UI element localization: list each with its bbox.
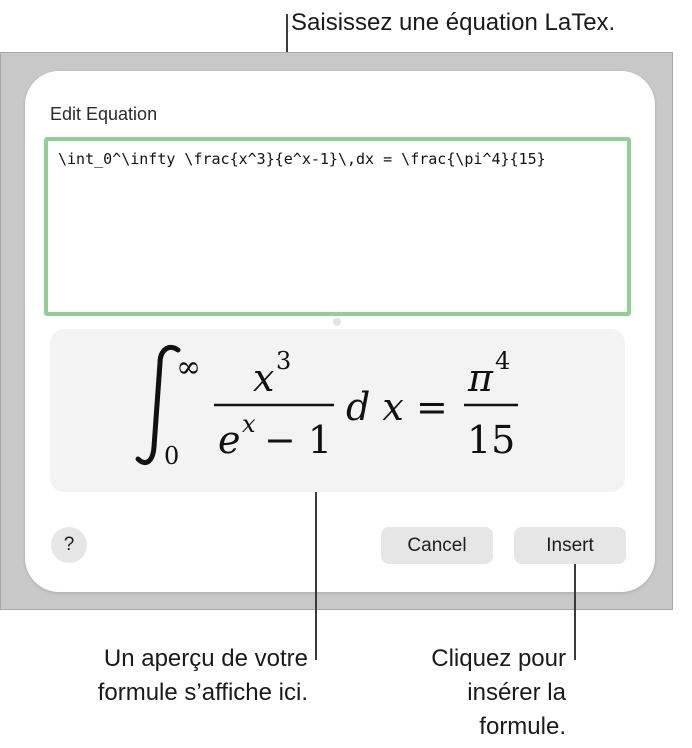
rhs-denominator: 15 (467, 418, 516, 462)
latex-input-field[interactable]: \int_0^\infty \frac{x^3}{e^x-1}\,dx = \frac{\pi^4}{15} (44, 137, 631, 316)
cancel-button[interactable]: Cancel (381, 527, 493, 564)
callout-preview-line2: formule s’affiche ici. (97, 679, 308, 706)
callout-preview-line1: Un aperçu de votre (103, 645, 308, 672)
resize-handle[interactable] (333, 318, 341, 326)
callout-insert (380, 642, 566, 744)
denominator-rest: − 1 (264, 418, 333, 462)
denominator-exponent: x (242, 410, 256, 438)
callout-line-insert (574, 564, 576, 660)
numerator-base: x (253, 356, 275, 400)
lower-limit: 0 (164, 442, 180, 470)
callout-insert-line1: Cliquez pour (431, 645, 566, 672)
callout-insert-line3: formule. (479, 713, 566, 740)
help-button[interactable]: ? (51, 527, 87, 563)
numerator-exponent: 3 (276, 347, 292, 375)
equation-preview (50, 329, 625, 492)
equals-sign: = (416, 385, 448, 429)
rhs-numerator-base: π (468, 356, 493, 400)
equation-render (50, 329, 625, 492)
callout-enter-equation: Saisissez une équation LaTex. (291, 9, 616, 36)
upper-limit: ∞ (176, 350, 201, 385)
differential: d x (346, 385, 404, 429)
dialog-title: Edit Equation (50, 104, 158, 124)
rhs-numerator-exponent: 4 (495, 347, 511, 375)
callout-line-preview (315, 492, 317, 660)
denominator-base: e (218, 418, 241, 462)
insert-button[interactable]: Insert (514, 527, 626, 564)
callout-insert-line2: insérer la (467, 679, 566, 706)
callout-preview (44, 642, 308, 710)
